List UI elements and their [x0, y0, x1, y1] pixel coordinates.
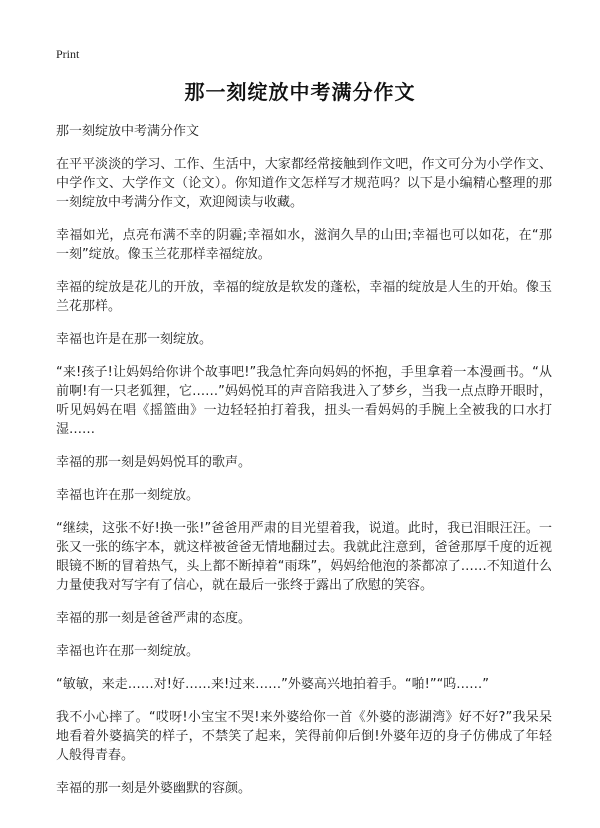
paragraph-intro: 在平平淡淡的学习、工作、生活中，大家都经常接触到作文吧，作文可分为小学作文、中学作文、大学作文（论文）。你知道作文怎样写才规范吗？以下是小编精心整理的那一刻绽放中考满分作文，欢迎阅读与收藏。: [56, 157, 552, 210]
paragraph: 幸福也许在那一刻绽放。: [56, 488, 200, 503]
print-link[interactable]: Print: [56, 47, 80, 61]
article-subtitle: 那一刻绽放中考满分作文: [56, 124, 200, 139]
page-title: 那一刻绽放中考满分作文: [184, 80, 416, 104]
paragraph: 我不小心摔了。“哎呀!小宝宝不哭!来外婆给你一首《外婆的澎湖湾》好不好?”我呆呆地看着外婆搞笑的样子，不禁笑了起来，笑得前仰后倒!外婆年迈的身子仿佛成了年轻人般得青春。: [56, 710, 552, 763]
paragraph: 幸福的那一刻是外婆幽默的容颜。: [56, 781, 252, 796]
paragraph: 幸福也许在那一刻绽放。: [56, 644, 200, 659]
paragraph: “来!孩子!让妈妈给你讲个故事吧!”我急忙奔向妈妈的怀抱，手里拿着一本漫画书。“从前啊!有一只老狐狸，它……”妈妈悦耳的声音陪我进入了梦乡，当我一点点睁开眼时，听见妈妈在唱《摇篮曲》一边轻轻拍打着我，扭头一看妈妈的手腕上全被我的口水打湿……: [56, 365, 552, 437]
paragraph: “继续，这张不好!换一张!”爸爸用严肃的目光望着我，说道。此时，我已泪眼汪汪。一张又一张的练字本，就这样被爸爸无情地翻过去。我就此注意到，爸爸那厚千度的近视眼镜不断的冒着热气，头上都不断掉着“雨珠”，妈妈给他泡的茶都凉了……不知道什么力量使我对写字有了信心，就在最后一张终于露出了欣慰的笑容。: [56, 521, 552, 593]
paragraph: 幸福也许是在那一刻绽放。: [56, 332, 213, 347]
paragraph: 幸福的绽放是花儿的开放，幸福的绽放是软发的蓬松，幸福的绽放是人生的开始。像玉兰花那样。: [56, 280, 552, 314]
article-body: [56, 122, 552, 812]
paragraph: 幸福的那一刻是爸爸严肃的态度。: [56, 611, 252, 626]
paragraph: “敏敏，来走……对!好……来!过来……”外婆高兴地拍着手。“啪!”“呜……”: [56, 677, 490, 692]
paragraph: 幸福的那一刻是妈妈悦耳的歌声。: [56, 455, 252, 470]
paragraph: 幸福如光，点亮布满不幸的阴霾;幸福如水，滋润久旱的山田;幸福也可以如花，在“那一刻”绽放。像玉兰花那样幸福绽放。: [56, 228, 552, 262]
